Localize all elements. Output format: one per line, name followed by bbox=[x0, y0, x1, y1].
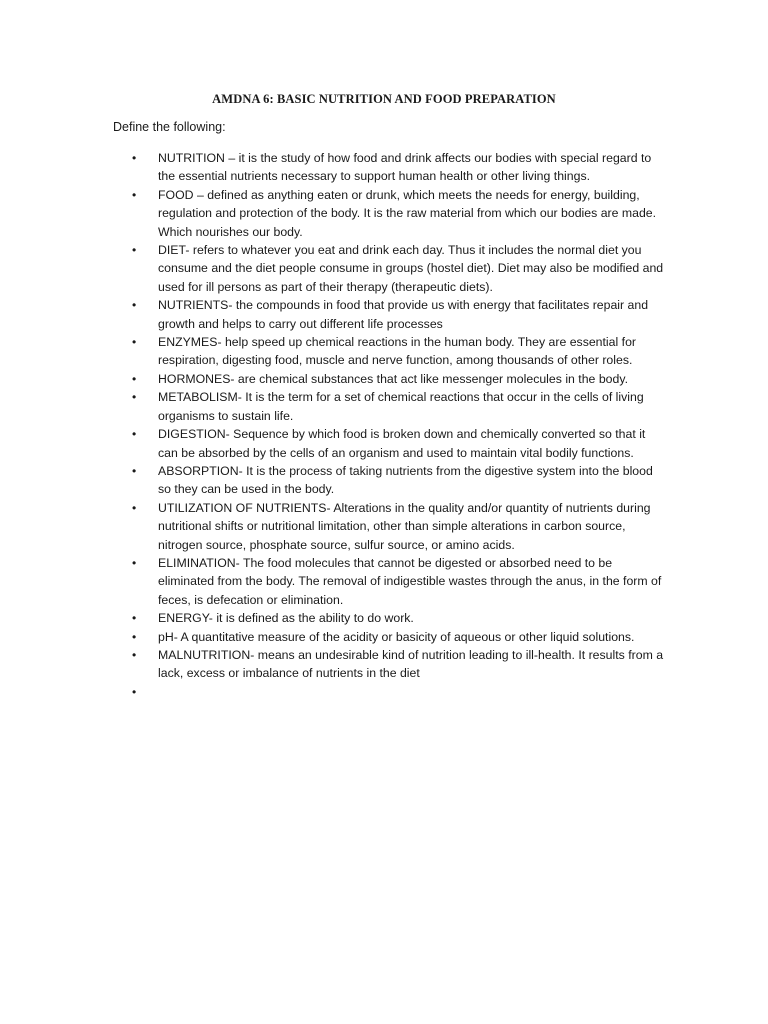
bullet-icon: • bbox=[132, 555, 137, 570]
bullet-icon: • bbox=[132, 243, 137, 258]
list-item bbox=[0, 388, 768, 425]
bullet-icon: • bbox=[132, 151, 137, 165]
list-item bbox=[0, 370, 768, 388]
bullet-icon: • bbox=[132, 298, 137, 313]
definition-text: MALNUTRITION- means an undesirable kind of nutrition leading to ill-health. It results from a lack, excess or imbalance of nutrients in the diet bbox=[158, 647, 664, 681]
definition-text: HORMONES- are chemical substances that act like messenger molecules in the body. bbox=[158, 371, 628, 386]
definition-text: ENERGY- it is defined as the ability to do work. bbox=[158, 611, 414, 626]
list-item bbox=[0, 628, 768, 646]
list-item bbox=[0, 241, 768, 296]
bullet-icon: • bbox=[132, 647, 137, 662]
list-item bbox=[0, 499, 768, 554]
definition-text: NUTRITION – it is the study of how food and drink affects our bodies with special regard to the essential nutrients necessary to support human health or other living things. bbox=[158, 151, 652, 184]
document-title: AMDNA 6: BASIC NUTRITION AND FOOD PREPARATION bbox=[212, 92, 556, 106]
list-item bbox=[0, 296, 768, 333]
definition-text: ABSORPTION- It is the process of taking nutrients from the digestive system into the blood so they can be used in the body. bbox=[158, 463, 653, 497]
list-item bbox=[0, 425, 768, 462]
bullet-icon: • bbox=[132, 335, 137, 350]
definition-text: ENZYMES- help speed up chemical reactions in the human body. They are essential for respiration, digesting food, muscle and nerve function, among thousands of other roles. bbox=[158, 335, 637, 368]
intro-text: Define the following: bbox=[113, 120, 226, 134]
list-item bbox=[0, 646, 768, 683]
definitions-list bbox=[0, 149, 768, 701]
bullet-icon: • bbox=[132, 611, 137, 626]
list-item bbox=[0, 186, 768, 241]
bullet-icon: • bbox=[132, 187, 137, 202]
list-item bbox=[0, 462, 768, 499]
list-item bbox=[0, 554, 768, 609]
bullet-icon: • bbox=[132, 629, 137, 644]
definition-text: METABOLISM- It is the term for a set of chemical reactions that occur in the cells of living organisms to sustain life. bbox=[158, 390, 644, 423]
bullet-icon: • bbox=[132, 427, 137, 442]
list-item bbox=[0, 609, 768, 627]
bullet-icon: • bbox=[132, 390, 137, 405]
bullet-icon: • bbox=[132, 684, 137, 699]
bullet-icon: • bbox=[132, 371, 137, 386]
definition-text: DIET- refers to whatever you eat and drink each day. Thus it includes the normal diet you consume and the diet people consume in groups (hostel diet). Diet may also be modified and used for ill persons as part of their therapy (therapeutic diets). bbox=[158, 243, 664, 294]
definition-text: UTILIZATION OF NUTRIENTS- Alterations in the quality and/or quantity of nutrients during nutritional shifts or nutritional limitation, other than simple alterations in carbon source, nitrogen source, phosphate source, sulfur source, or amino acids. bbox=[158, 500, 651, 552]
definition-text: pH- A quantitative measure of the acidity or basicity of aqueous or other liquid solutions. bbox=[158, 629, 635, 644]
list-item bbox=[0, 683, 768, 701]
definition-text: DIGESTION- Sequence by which food is broken down and chemically converted so that it can be absorbed by the cells of an organism and used to maintain vital bodily functions. bbox=[158, 427, 646, 460]
bullet-icon: • bbox=[132, 500, 137, 515]
definition-text: NUTRIENTS- the compounds in food that provide us with energy that facilitates repair and growth and helps to carry out different life processes bbox=[158, 298, 649, 331]
definition-text: ELIMINATION- The food molecules that cannot be digested or absorbed need to be eliminated from the body. The removal of indigestible wastes through the anus, in the form of feces, is defecation or elimination. bbox=[158, 555, 662, 607]
list-item bbox=[0, 149, 768, 186]
definition-text: FOOD – defined as anything eaten or drunk, which meets the needs for energy, building, regulation and protection of the body. It is the raw material from which our bodies are made. Which nourishes our body. bbox=[158, 187, 657, 239]
bullet-icon: • bbox=[132, 463, 137, 478]
list-item bbox=[0, 333, 768, 370]
